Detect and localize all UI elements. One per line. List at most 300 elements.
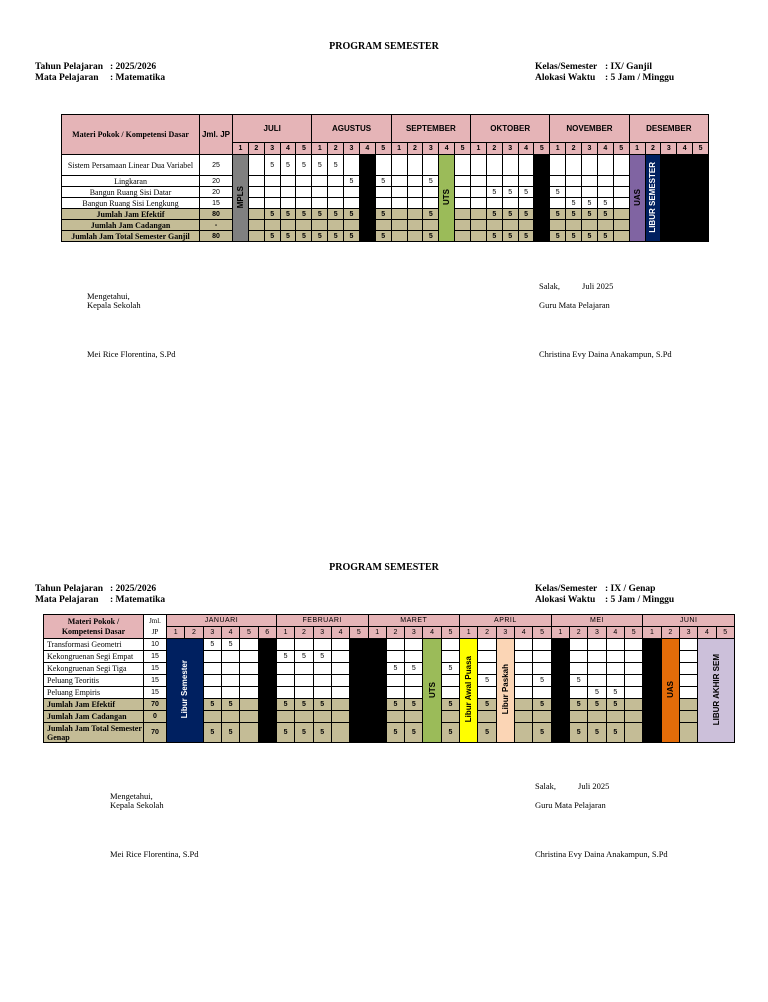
week-cell: 5	[582, 231, 598, 242]
week-27: 2	[661, 627, 679, 639]
header-kelas-2	[535, 584, 655, 595]
week-cell	[350, 663, 368, 675]
week-cell	[679, 723, 697, 743]
week-cell	[359, 176, 375, 187]
week-18: 4	[518, 143, 534, 155]
week-cell	[570, 711, 588, 723]
week-25: 1	[629, 143, 645, 155]
week-cell	[582, 187, 598, 198]
week-cell	[471, 209, 487, 220]
week-cell	[221, 675, 239, 687]
week-cell	[502, 155, 518, 176]
week-cell	[606, 711, 624, 723]
week-cell	[478, 663, 496, 675]
week-cell	[258, 639, 276, 651]
row-jp: 25	[200, 155, 233, 176]
week-cell	[643, 663, 661, 675]
week-cell: 5	[328, 231, 344, 242]
week-cell	[203, 687, 221, 699]
week-cell	[295, 639, 313, 651]
week-cell	[550, 155, 566, 176]
week-cell	[588, 675, 606, 687]
week-cell	[570, 639, 588, 651]
week-cell	[606, 675, 624, 687]
header-mapel-2	[35, 595, 165, 606]
table-row	[62, 198, 709, 209]
week-cell	[471, 176, 487, 187]
guru-name: Christina Evy Daina Anakampun, S.Pd	[539, 349, 672, 359]
week-cell	[405, 687, 423, 699]
place-label	[539, 281, 613, 291]
row-jp: 10	[144, 639, 167, 651]
week-cell	[441, 639, 459, 651]
week-cell	[515, 723, 533, 743]
week-cell	[679, 675, 697, 687]
month-mei: MEI	[551, 615, 643, 627]
table-row	[62, 176, 709, 187]
week-cell: 5	[405, 723, 423, 743]
week-cell	[344, 220, 360, 231]
week-12: 3	[423, 143, 439, 155]
week-cell: 5	[582, 209, 598, 220]
total-row	[62, 220, 709, 231]
tahun-value: : 2025/2026	[110, 62, 157, 72]
week-cell	[240, 639, 258, 651]
week-5: 1	[312, 143, 328, 155]
week-cell	[677, 220, 693, 231]
week-cell	[534, 155, 550, 176]
table-row	[62, 155, 709, 176]
week-15: 1	[471, 143, 487, 155]
week-cell: 5	[375, 231, 391, 242]
week-0: 1	[233, 143, 249, 155]
week-cell	[478, 711, 496, 723]
week-cell	[331, 723, 349, 743]
week-cell	[693, 187, 709, 198]
row-jp: 20	[200, 176, 233, 187]
uas-cell	[661, 639, 679, 743]
month-juni: JUNI	[643, 615, 735, 627]
total-row	[62, 209, 709, 220]
week-cell	[661, 231, 677, 242]
libur_puasa-label: Libur Awal Puasa	[464, 656, 474, 723]
week-cell	[350, 651, 368, 663]
alokasi-value-2: : 5 Jam / Minggu	[605, 595, 675, 605]
week-cell	[295, 687, 313, 699]
week-cell	[313, 639, 331, 651]
table-row	[44, 687, 735, 699]
week-4: 5	[240, 627, 258, 639]
week-cell	[359, 220, 375, 231]
week-cell	[405, 675, 423, 687]
week-cell	[486, 220, 502, 231]
week-6: 1	[276, 627, 294, 639]
week-cell	[276, 675, 294, 687]
week-22: 3	[582, 143, 598, 155]
week-cell	[624, 711, 642, 723]
week-cell	[240, 651, 258, 663]
week-cell: 5	[296, 209, 312, 220]
date: Juli 2025	[582, 281, 614, 291]
week-29: 5	[693, 143, 709, 155]
table-row	[44, 675, 735, 687]
week-cell: 5	[533, 675, 551, 687]
week-cell	[405, 639, 423, 651]
libur_semester-label: Libur Semester	[180, 660, 190, 719]
week-cell	[296, 198, 312, 209]
week-cell	[533, 687, 551, 699]
week-cell: 5	[597, 198, 613, 209]
week-cell: 5	[566, 209, 582, 220]
week-cell: 5	[313, 723, 331, 743]
week-20: 5	[533, 627, 551, 639]
week-cell	[280, 198, 296, 209]
row-jp: 15	[200, 198, 233, 209]
week-24: 4	[606, 627, 624, 639]
week-cell: 5	[386, 723, 404, 743]
week-cell	[551, 639, 569, 651]
week-21: 2	[566, 143, 582, 155]
week-cell	[613, 209, 629, 220]
table-row	[44, 663, 735, 675]
week-cell: 5	[203, 639, 221, 651]
week-cell	[624, 663, 642, 675]
week-cell: 5	[550, 209, 566, 220]
week-cell	[391, 176, 407, 187]
mengetahui-label: Mengetahui,	[87, 291, 130, 301]
week-cell	[328, 187, 344, 198]
kelas-value-2: : IX / Genap	[605, 584, 656, 594]
week-cell	[203, 675, 221, 687]
week-cell: 5	[570, 723, 588, 743]
uas-label: UAS	[632, 188, 642, 206]
week-cell	[331, 699, 349, 711]
week-cell	[515, 639, 533, 651]
row-jp: 80	[200, 231, 233, 242]
week-cell	[386, 651, 404, 663]
week-cell	[486, 176, 502, 187]
week-cell: 5	[405, 663, 423, 675]
uts-label: UTS	[427, 681, 437, 698]
week-cell: 5	[486, 187, 502, 198]
week-cell: 5	[375, 176, 391, 187]
week-cell	[661, 155, 677, 176]
header-tahun-2	[35, 584, 156, 595]
week-cell	[471, 187, 487, 198]
week-cell: 5	[312, 231, 328, 242]
week-cell: 5	[344, 176, 360, 187]
week-cell	[391, 155, 407, 176]
week-cell: 5	[280, 155, 296, 176]
week-cell	[570, 687, 588, 699]
week-24: 5	[613, 143, 629, 155]
week-cell: 5	[606, 723, 624, 743]
week-1: 2	[185, 627, 203, 639]
week-cell	[240, 711, 258, 723]
week-cell	[258, 651, 276, 663]
week-cell	[407, 231, 423, 242]
week-9: 5	[375, 143, 391, 155]
week-cell	[551, 711, 569, 723]
week-cell: 5	[423, 209, 439, 220]
row-name: Jumlah Jam Cadangan	[44, 711, 144, 723]
week-3: 4	[221, 627, 239, 639]
week-18: 3	[496, 627, 514, 639]
week-cell	[570, 651, 588, 663]
tahun-label: Tahun Pelajaran	[35, 62, 104, 72]
week-cell	[693, 220, 709, 231]
week-cell	[350, 639, 368, 651]
week-cell	[518, 155, 534, 176]
week-cell	[478, 687, 496, 699]
week-cell	[407, 209, 423, 220]
week-cell	[248, 220, 264, 231]
total-row	[62, 231, 709, 242]
week-cell: 5	[296, 155, 312, 176]
row-name: Jumlah Jam Total Semester Ganjil	[62, 231, 200, 242]
week-cell	[533, 639, 551, 651]
week-cell: 5	[550, 231, 566, 242]
mpls-label: MPLS	[235, 185, 245, 209]
week-13: 3	[405, 627, 423, 639]
week-cell	[391, 187, 407, 198]
row-name: Transformasi Geometri	[44, 639, 144, 651]
row-jp: -	[200, 220, 233, 231]
week-30: 5	[716, 627, 734, 639]
week-cell	[551, 699, 569, 711]
week-cell: 5	[375, 209, 391, 220]
week-cell	[203, 711, 221, 723]
week-cell	[455, 220, 471, 231]
week-cell	[597, 220, 613, 231]
week-cell	[328, 176, 344, 187]
week-cell	[331, 675, 349, 687]
month-april: APRIL	[460, 615, 552, 627]
week-14: 4	[423, 627, 441, 639]
week-cell	[258, 723, 276, 743]
week-cell: 5	[643, 699, 661, 711]
week-cell	[258, 711, 276, 723]
week-cell: 5	[478, 675, 496, 687]
kepsek-name: Mei Rice Florentina, S.Pd	[87, 349, 176, 359]
week-8: 4	[359, 143, 375, 155]
date-2: Juli 2025	[578, 781, 610, 791]
week-cell	[502, 176, 518, 187]
week-cell	[368, 651, 386, 663]
row-name: Kekongruenan Segi Tiga	[44, 663, 144, 675]
week-cell	[423, 220, 439, 231]
week-cell	[486, 198, 502, 209]
week-13: 4	[439, 143, 455, 155]
week-cell	[502, 198, 518, 209]
week-cell	[588, 663, 606, 675]
week-cell: 5	[643, 723, 661, 743]
week-28: 3	[679, 627, 697, 639]
week-cell	[566, 176, 582, 187]
week-cell	[248, 176, 264, 187]
week-cell	[375, 187, 391, 198]
month-januari: JANUARI	[167, 615, 277, 627]
week-11: 1	[368, 627, 386, 639]
week-cell: 5	[203, 723, 221, 743]
header-tahun	[35, 62, 156, 73]
week-7: 2	[295, 627, 313, 639]
week-cell	[368, 711, 386, 723]
week-17: 3	[502, 143, 518, 155]
week-cell	[312, 176, 328, 187]
week-cell	[423, 187, 439, 198]
row-name: Bangun Ruang Sisi Datar	[62, 187, 200, 198]
week-7: 3	[344, 143, 360, 155]
week-cell	[375, 155, 391, 176]
header-alokasi	[535, 73, 674, 84]
week-cell	[258, 663, 276, 675]
week-cell	[582, 176, 598, 187]
kepsek-label: Kepala Sekolah	[87, 300, 141, 310]
table-row	[62, 187, 709, 198]
row-name: Bangun Ruang Sisi Lengkung	[62, 198, 200, 209]
week-cell: 5	[441, 699, 459, 711]
row-jp: 70	[144, 699, 167, 711]
week-cell	[624, 651, 642, 663]
week-cell	[258, 675, 276, 687]
week-cell	[534, 187, 550, 198]
week-cell	[624, 639, 642, 651]
week-cell	[344, 198, 360, 209]
week-cell	[264, 187, 280, 198]
week-cell: 5	[423, 231, 439, 242]
week-cell	[240, 675, 258, 687]
week-cell: 5	[295, 723, 313, 743]
week-cell	[359, 155, 375, 176]
header-alokasi-2	[535, 595, 674, 606]
libur_puasa-cell	[460, 639, 478, 743]
week-cell: 5	[478, 699, 496, 711]
total-row	[44, 711, 735, 723]
place: Salak,	[539, 281, 561, 291]
week-cell: 5	[280, 209, 296, 220]
week-cell	[455, 198, 471, 209]
libur_akhir-label: LIBUR AKHIR SEM	[711, 653, 721, 726]
row-jp: 15	[144, 663, 167, 675]
col-materi-line2: Kompetensi Dasar	[61, 626, 126, 636]
libur_akhir-cell	[698, 639, 735, 743]
week-cell: 5	[502, 187, 518, 198]
week-cell: 5	[502, 209, 518, 220]
header-mapel	[35, 73, 165, 84]
place-2: Salak,	[535, 781, 557, 791]
kepsek-label-2: Kepala Sekolah	[110, 800, 164, 810]
week-cell	[515, 687, 533, 699]
week-cell	[534, 220, 550, 231]
week-cell	[248, 209, 264, 220]
week-cell	[478, 651, 496, 663]
week-cell: 5	[441, 663, 459, 675]
week-cell	[679, 687, 697, 699]
libur_paskah-label: Libur Paskah	[500, 664, 510, 715]
week-cell	[471, 198, 487, 209]
week-cell	[551, 663, 569, 675]
week-27: 3	[661, 143, 677, 155]
month-desember: DESEMBER	[629, 115, 708, 143]
week-cell: 5	[643, 687, 661, 699]
week-cell	[375, 198, 391, 209]
week-cell	[613, 220, 629, 231]
week-cell	[203, 663, 221, 675]
week-22: 2	[570, 627, 588, 639]
week-cell	[368, 687, 386, 699]
week-cell	[606, 663, 624, 675]
week-cell: 5	[582, 198, 598, 209]
week-cell	[518, 198, 534, 209]
week-cell	[240, 723, 258, 743]
semester-genap-table	[43, 614, 735, 743]
week-cell: 5	[405, 699, 423, 711]
week-cell	[423, 198, 439, 209]
week-cell	[661, 187, 677, 198]
page-title: PROGRAM SEMESTER	[329, 41, 439, 52]
week-cell	[240, 663, 258, 675]
uts-cell	[439, 155, 455, 242]
week-cell	[441, 687, 459, 699]
week-cell	[597, 176, 613, 187]
week-cell: 5	[518, 209, 534, 220]
week-cell: 5	[486, 209, 502, 220]
week-cell	[679, 699, 697, 711]
week-cell	[551, 687, 569, 699]
week-cell	[221, 711, 239, 723]
week-cell	[624, 723, 642, 743]
week-cell	[588, 711, 606, 723]
kepsek-name-2: Mei Rice Florentina, S.Pd	[110, 849, 199, 859]
week-cell	[643, 639, 661, 651]
week-cell	[441, 651, 459, 663]
week-cell	[550, 176, 566, 187]
row-jp: 15	[144, 675, 167, 687]
alokasi-label: Alokasi Waktu	[535, 73, 596, 83]
week-6: 2	[328, 143, 344, 155]
week-cell	[613, 176, 629, 187]
week-cell	[331, 651, 349, 663]
week-cell	[566, 187, 582, 198]
week-cell	[368, 639, 386, 651]
week-cell: 5	[221, 699, 239, 711]
week-cell	[405, 711, 423, 723]
week-cell	[471, 155, 487, 176]
week-cell: 5	[588, 699, 606, 711]
row-name: Kekongruenan Segi Empat	[44, 651, 144, 663]
week-cell: 5	[276, 651, 294, 663]
month-juli: JULI	[233, 115, 312, 143]
row-jp: 0	[144, 711, 167, 723]
row-jp: 20	[200, 187, 233, 198]
week-cell	[679, 639, 697, 651]
week-cell	[221, 651, 239, 663]
week-cell: 5	[588, 723, 606, 743]
week-cell	[328, 198, 344, 209]
week-cell	[313, 663, 331, 675]
week-cell	[407, 187, 423, 198]
week-cell	[588, 651, 606, 663]
week-cell	[359, 209, 375, 220]
week-10: 1	[391, 143, 407, 155]
mpls-cell	[233, 155, 249, 242]
week-cell	[518, 220, 534, 231]
week-cell	[331, 663, 349, 675]
week-cell	[312, 187, 328, 198]
week-14: 5	[455, 143, 471, 155]
week-cell	[296, 187, 312, 198]
